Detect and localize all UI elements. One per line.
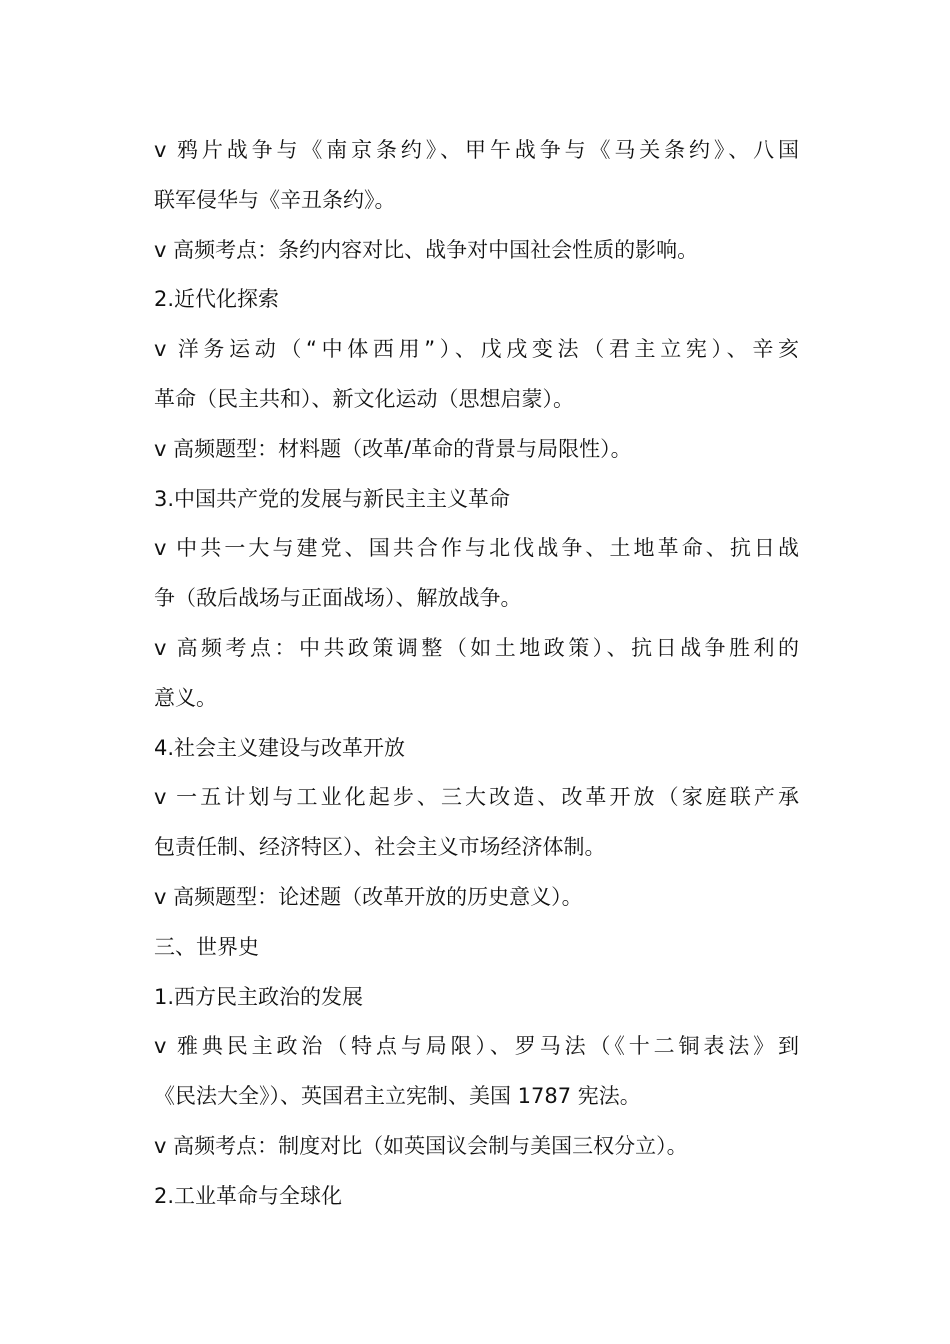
text-line: 包责任制、经济特区）、社会主义市场经济体制。: [154, 835, 606, 860]
text-line: 《民法大全》）、英国君主立宪制、美国 1787 宪法。: [154, 1084, 641, 1109]
bullet-line: v 鸦片战争与《南京条约》、甲午战争与《马关条约》、八国: [154, 138, 799, 162]
bullet-line: v 高频题型：材料题（改革/革命的背景与局限性）。: [154, 436, 632, 461]
bullet-line: v 一五计划与工业化起步、三大改造、改革开放（家庭联产承: [154, 785, 799, 810]
text-line: 联军侵华与《辛丑条约》。: [154, 187, 396, 212]
bullet-line: v 高频题型：论述题（改革开放的历史意义）。: [154, 884, 583, 909]
bullet-line: v 高频考点：中共政策调整（如土地政策）、抗日战争胜利的: [154, 635, 799, 660]
text-line: 意义。: [154, 685, 217, 710]
bullet-line: v 高频考点：条约内容对比、战争对中国社会性质的影响。: [154, 237, 699, 262]
document-body: [154, 126, 799, 1222]
section-heading: 2.工业革命与全球化: [154, 1183, 343, 1208]
section-heading: 3.中国共产党的发展与新民主主义革命: [154, 486, 511, 511]
text-line: 革命（民主共和）、新文化运动（思想启蒙）。: [154, 386, 574, 411]
section-heading: 2.近代化探索: [154, 287, 280, 312]
section-heading: 4.社会主义建设与改革开放: [154, 735, 406, 760]
chapter-heading: 三、世界史: [154, 934, 259, 959]
bullet-line: v 洋务运动（“中体西用”）、戊戌变法（君主立宪）、辛亥: [154, 337, 799, 362]
bullet-line: v 高频考点：制度对比（如英国议会制与美国三权分立）。: [154, 1133, 688, 1158]
section-heading: 1.西方民主政治的发展: [154, 984, 364, 1009]
bullet-line: v 雅典民主政治（特点与局限）、罗马法（《十二铜表法》到: [154, 1034, 799, 1059]
text-line: 争（敌后战场与正面战场）、解放战争。: [154, 586, 522, 611]
bullet-line: v 中共一大与建党、国共合作与北伐战争、土地革命、抗日战: [154, 536, 799, 561]
